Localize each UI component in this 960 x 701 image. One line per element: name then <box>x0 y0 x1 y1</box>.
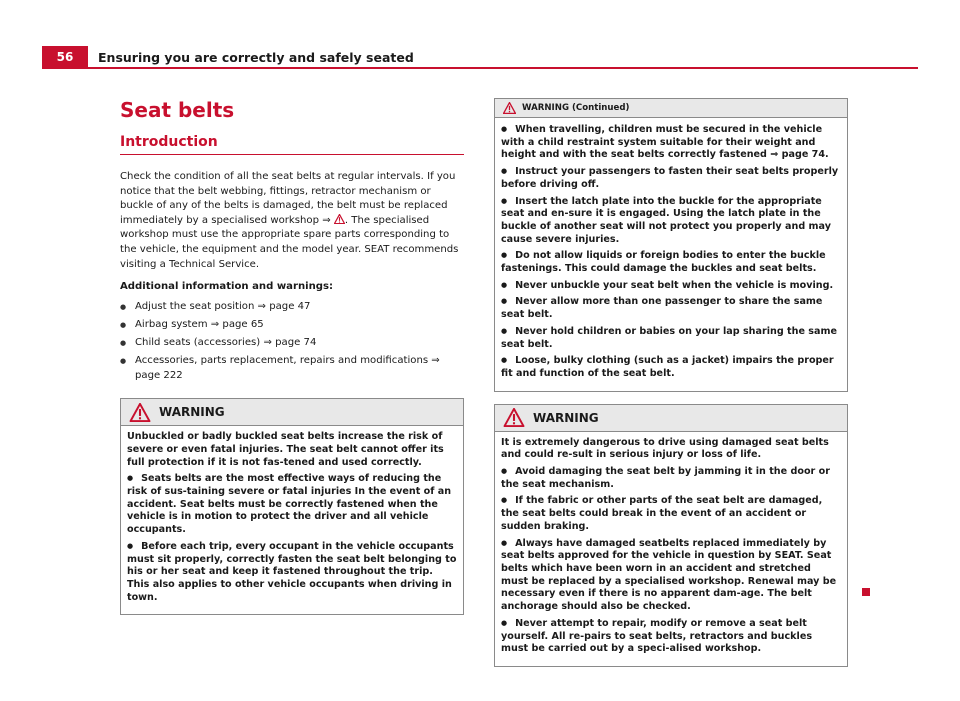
warning-bullet <box>501 165 841 191</box>
running-header-title: Ensuring you are correctly and safely seated <box>98 50 414 65</box>
warning-bullet-text: Never unbuckle your seat belt when the vehicle is moving. <box>515 279 834 291</box>
bullet-dot: ● <box>501 280 508 289</box>
bullet-dot: ● <box>501 196 508 205</box>
warning-continued-box <box>494 98 848 392</box>
link-item-accessories[interactable]: ● Accessories, parts replacement, repairs and modifications ⇒ page 222 <box>120 354 464 383</box>
link-list <box>120 300 464 383</box>
warning-bullet-text: Never attempt to repair, modify or remove a seat belt yourself. All re-pairs to seat belts, retractors and buckles must be carried out by a speci-alised workshop. <box>501 617 813 655</box>
bullet-dot: ● <box>501 618 508 627</box>
warning-box-header <box>121 399 463 426</box>
warning-bullet-text: Never allow more than one passenger to share the same seat belt. <box>501 296 823 321</box>
link-item-airbag-system[interactable]: ● Airbag system ⇒ page 65 <box>120 318 464 333</box>
warning-bullet-text: Before each trip, every occupant in the vehicle occupants must sit properly, correctly fasten the seat belt belonging to his or her seat and keep it fastened throughout the trip. This also applies to other vehicle occupants when driving in town. <box>127 540 457 603</box>
warning-bullet-text: When travelling, children must be secured in the vehicle with a child restraint system suitable for their weight and height and with the seat belts correctly fastened ⇒ page 74. <box>501 124 829 161</box>
bullet-dot: ● <box>501 125 508 133</box>
link-item-child-seats[interactable]: ● Child seats (accessories) ⇒ page 74 <box>120 336 464 351</box>
intro-paragraph <box>120 170 464 272</box>
bullet-dot: ● <box>501 496 508 505</box>
warning-bullet <box>501 494 841 533</box>
warning-box-2 <box>494 404 848 667</box>
bullet-dot: ● <box>501 167 508 176</box>
bullet-dot: ● <box>501 326 508 335</box>
warning-2-body <box>495 432 847 666</box>
additional-info-label: Additional information and warnings: <box>120 281 334 293</box>
warning-bullet <box>501 537 841 614</box>
warning-continued-header <box>495 99 847 118</box>
warning-2-title: WARNING <box>533 410 599 425</box>
bullet-dot: ● <box>501 297 508 306</box>
subsection-title: Introduction <box>120 134 218 150</box>
warning-bullet-text: Never hold children or babies on your lap sharing the same seat belt. <box>501 325 837 350</box>
section-end-marker <box>862 588 870 596</box>
warning-box <box>120 398 464 615</box>
link-item-seat-position[interactable]: ● Adjust the seat position ⇒ page 47 <box>120 300 464 315</box>
left-column <box>120 98 464 615</box>
bullet-dot: ● <box>501 356 508 365</box>
warning-ref-icon[interactable] <box>334 214 345 224</box>
warning-bullet <box>501 465 841 491</box>
warning-triangle-icon <box>129 403 151 422</box>
warning-bullet <box>501 123 841 162</box>
warning-bullet-text: Loose, bulky clothing (such as a jacket) impairs the proper fit and function of the seat belt. <box>501 355 834 379</box>
warning-bullet <box>501 249 841 275</box>
bullet-dot: ● <box>501 251 508 260</box>
section-title: Seat belts <box>120 98 235 122</box>
warning-bullet <box>501 325 841 351</box>
warning-paragraph: It is extremely dangerous to drive using damaged seat belts and could re-sult in serious injury or loss of life. <box>501 436 829 461</box>
bullet-dot: ● <box>501 538 508 547</box>
warning-bullet-text: Always have damaged seatbelts replaced immediately by seat belts approved for the vehicle in question by SEAT. Seat belts which have been worn in an accident and stretched must be replaced by a specialised workshop. Renewal may be necessary even if there is no apparent dam-age. The belt anchorage should also be checked. <box>501 537 837 613</box>
warning-body <box>121 426 463 614</box>
warning-bullet <box>501 295 841 321</box>
warning-bullet <box>501 279 841 293</box>
warning-bullet-text: Do not allow liquids or foreign bodies to enter the buckle fastenings. This could damage the buckles and seat belts. <box>501 250 826 275</box>
warning-bullet <box>501 354 841 380</box>
subsection-rule <box>120 154 464 155</box>
warning-bullet-text: Seats belts are the most effective ways of reducing the risk of sus-taining severe or fatal injuries In the event of an accident. Seat belts must be correctly fastened when the vehicle is in motion to protect the driver and all vehicle occupants. <box>127 473 452 536</box>
bullet-dot: ● <box>127 474 134 483</box>
intro-text-after: . The specialised workshop must use the appropriate spare parts corresponding to the vehicle, the equipment and the model year. SEAT recommends visiting a Technical Service. <box>120 214 459 270</box>
warning-bullet-text: Insert the latch plate into the buckle for the appropriate seat and en-sure it is engaged. Using the latch plate in the buckle of another seat will not protect you properly and may cause severe injuries. <box>501 195 831 245</box>
warning-title: WARNING <box>159 405 225 420</box>
warning-bullet <box>501 195 841 247</box>
warning-bullet <box>127 472 457 537</box>
warning-bullet-text: If the fabric or other parts of the seat belt are damaged, the seat belts could break in the event of an accident or sudden braking. <box>501 495 823 532</box>
warning-bullet <box>501 617 841 656</box>
warning-triangle-icon <box>503 102 516 114</box>
bullet-dot: ● <box>501 467 508 476</box>
page-number: 56 <box>42 46 88 68</box>
header-rule <box>42 67 918 69</box>
intro-text-before: Check the condition of all the seat belts at regular intervals. If you notice that the belt webbing, fittings, retractor mechanism or buckle of any of the belts is damaged, the belt must be replaced immediately by a specialised workshop ⇒ <box>120 171 456 226</box>
warning-bullet <box>127 540 457 605</box>
warning-box-2-header <box>495 405 847 432</box>
warning-continued-title: WARNING (Continued) <box>522 103 630 113</box>
right-column <box>494 98 848 667</box>
bullet-dot: ● <box>127 541 134 550</box>
warning-bullet-text: Instruct your passengers to fasten their seat belts properly before driving off. <box>501 166 839 190</box>
warning-bullet-text: Avoid damaging the seat belt by jamming it in the door or the seat mechanism. <box>501 466 830 490</box>
warning-continued-body <box>495 118 847 391</box>
warning-triangle-icon <box>503 408 525 427</box>
warning-paragraph: Unbuckled or badly buckled seat belts increase the risk of severe or even fatal injuries. The seat belt cannot offer its full protection if it is not fas-tened and used correctly. <box>127 431 444 468</box>
